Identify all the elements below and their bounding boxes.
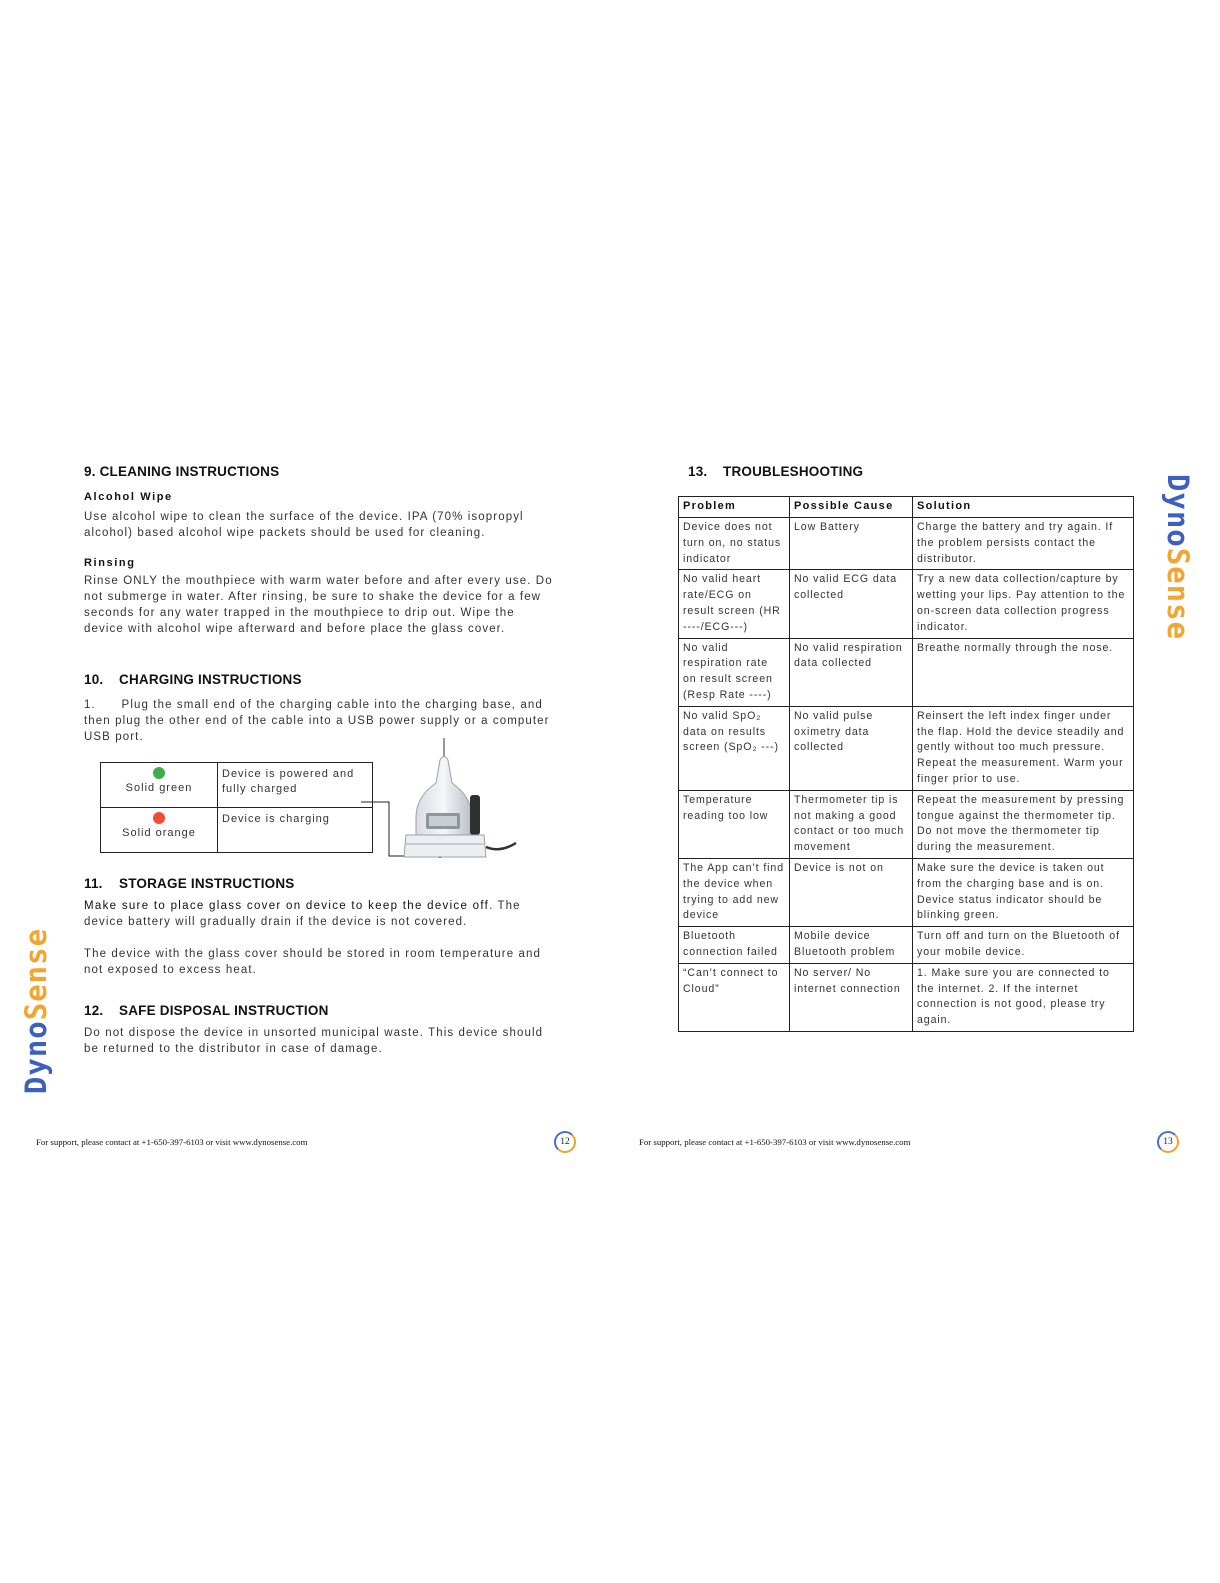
page-number-badge: 13 [1157,1131,1179,1153]
cause-cell: Mobile device Bluetooth problem [790,927,913,964]
solution-cell: Charge the battery and try again. If the problem persists contact the distributor. [913,518,1134,570]
alcohol-wipe-text: Use alcohol wipe to clean the surface of the device. IPA (70% isopropyl alcohol) based alcohol wipe packets should be used for cleaning. [84,511,524,539]
section-12-heading [84,1003,329,1018]
section-10-number: 10. [84,672,104,687]
table-row [679,518,1134,570]
section-11-heading [84,876,295,891]
column-header: Solution [913,497,1134,518]
section-10-title: CHARGING INSTRUCTIONS [119,672,302,687]
page-number-badge: 12 [554,1131,576,1153]
status-label: Solid orange [122,827,196,839]
device-on-charging-base-image [400,735,520,860]
table-row [679,963,1134,1031]
column-header: Problem [679,497,790,518]
column-header: Possible Cause [790,497,913,518]
orange-led-icon [153,812,165,824]
cause-cell: No valid pulse oximetry data collected [790,706,913,790]
storage-text-2: The device with the glass cover should be stored in room temperature and not exposed to excess heat. [84,948,541,976]
table-row [679,790,1134,858]
status-desc: Device is powered and fully charged [218,763,373,808]
rinsing-text: Rinse ONLY the mouthpiece with warm water before and after every use. Do not submerge in water. After rinsing, be sure to shake the device for a few seconds for any water trapped in the mouthpiece to drip out. Wipe the device with alcohol wipe afterward and before place the glass cover. [84,575,553,635]
table-row [679,706,1134,790]
section-10-heading [84,672,302,687]
table-header-row [679,497,1134,518]
rinsing-subheading: Rinsing [84,557,136,569]
status-label: Solid green [125,782,193,794]
solution-cell: Repeat the measurement by pressing tongue against the thermometer tip. Do not move the thermometer tip during the measurement. [913,790,1134,858]
disposal-text: Do not dispose the device in unsorted municipal waste. This device should be returned to the distributor in case of damage. [84,1027,544,1055]
footer-support-text: For support, please contact at +1-650-397-6103 or visit www.dynosense.com [36,1137,308,1147]
table-row [679,927,1134,964]
charging-status-table [100,762,373,853]
problem-cell: No valid respiration rate on result screen (Resp Rate ----) [679,638,790,706]
storage-text-1 [84,898,554,930]
solution-cell: Make sure the device is taken out from the charging base and is on. Device status indicator should be blinking green. [913,858,1134,926]
solution-cell: Turn off and turn on the Bluetooth of your mobile device. [913,927,1134,964]
charging-step-1: 1. Plug the small end of the charging cable into the charging base, and then plug the other end of the cable into a USB power supply or a computer USB port. [84,699,554,743]
solution-cell: 1. Make sure you are connected to the internet. 2. If the internet connection is not good, please try again. [913,963,1134,1031]
table-row [679,638,1134,706]
dynosense-logo-left: DynoSense [19,927,53,1095]
cause-cell: No valid respiration data collected [790,638,913,706]
problem-cell: No valid SpO₂ data on results screen (SpO₂ ---) [679,706,790,790]
cause-cell: Low Battery [790,518,913,570]
section-13-number: 13. [688,464,708,479]
problem-cell: “Can’t connect to Cloud” [679,963,790,1031]
solution-cell: Reinsert the left index finger under the flap. Hold the device steadily and gently without too much pressure. Repeat the measurement. Warm your finger prior to use. [913,706,1134,790]
table-row [679,858,1134,926]
problem-cell: Device does not turn on, no status indicator [679,518,790,570]
green-led-icon [153,767,165,779]
problem-cell: Bluetooth connection failed [679,927,790,964]
status-row-green [101,763,373,808]
section-13-heading [688,464,863,479]
problem-cell: The App can’t find the device when trying to add new device [679,858,790,926]
storage-text-rest: . The device battery will gradually drain if the device is not covered. [84,900,521,928]
section-13-title: TROUBLESHOOTING [723,464,864,479]
footer-support-text: For support, please contact at +1-650-397-6103 or visit www.dynosense.com [639,1137,911,1147]
section-12-title: SAFE DISPOSAL INSTRUCTION [119,1003,329,1018]
cause-cell: No server/ No internet connection [790,963,913,1031]
cause-cell: Thermometer tip is not making a good contact or too much movement [790,790,913,858]
section-11-number: 11. [84,876,103,891]
troubleshooting-table [678,496,1134,1032]
section-12-number: 12. [84,1003,104,1018]
cause-cell: Device is not on [790,858,913,926]
status-desc: Device is charging [218,808,373,853]
section-9-heading: 9. CLEANING INSTRUCTIONS [84,464,280,479]
solution-cell: Breathe normally through the nose. [913,638,1134,706]
storage-emphasis: Make sure to place glass cover on device to keep the device off [84,900,490,912]
problem-cell: No valid heart rate/ECG on result screen (HR ----/ECG---) [679,570,790,638]
dynosense-logo-right: DynoSense [1161,473,1195,641]
table-row [679,570,1134,638]
alcohol-wipe-subheading: Alcohol Wipe [84,491,173,503]
status-row-orange [101,808,373,853]
cause-cell: No valid ECG data collected [790,570,913,638]
section-11-title: STORAGE INSTRUCTIONS [119,876,295,891]
solution-cell: Try a new data collection/capture by wetting your lips. Pay attention to the on-screen data collection progress indicator. [913,570,1134,638]
problem-cell: Temperature reading too low [679,790,790,858]
